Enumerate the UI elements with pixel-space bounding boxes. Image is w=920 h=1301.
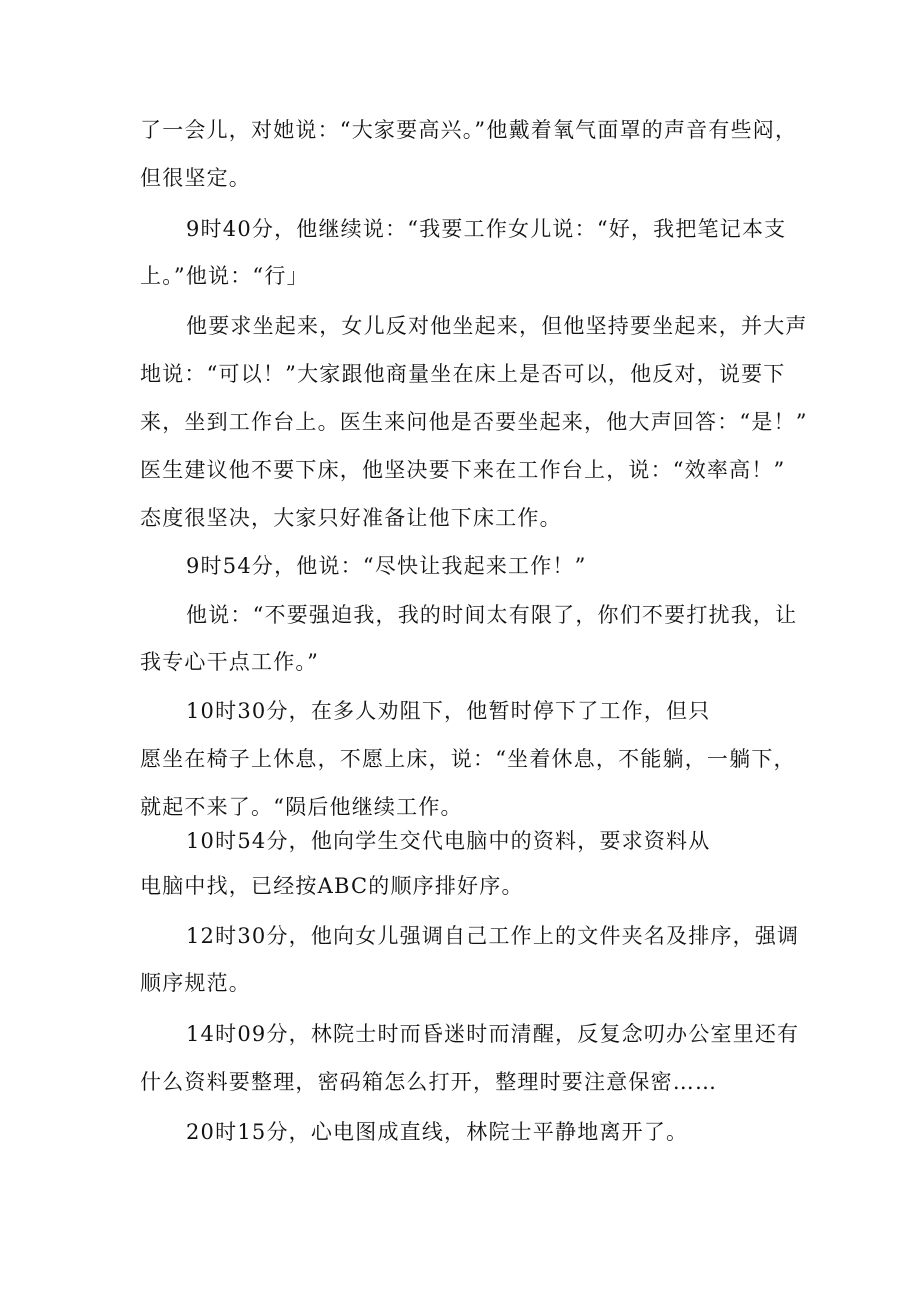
text-line: 顺序规范。 <box>140 971 251 995</box>
text-line: 来，坐到工作台上。医生来问他是否要坐起来，他大声回答：“是！” <box>140 410 808 434</box>
text-line: 但很坚定。 <box>140 166 251 190</box>
text-line: 他说：“不要强迫我，我的时间太有限了，你们不要打扰我，让 <box>186 603 798 627</box>
text-line: 20时15分，心电图成直线，林院士平静地离开了。 <box>186 1120 689 1144</box>
text-line: 地说：“可以！”大家跟他商量坐在床上是否可以，他反对，说要下 <box>140 362 786 386</box>
text-line: 10时30分，在多人劝阻下，他暂时停下了工作，但只 <box>186 699 711 723</box>
text-line: 他要求坐起来，女儿反对他坐起来，但他坚持要坐起来，并大声 <box>186 314 808 338</box>
text-line: 9时54分，他说：“尽快让我起来工作！” <box>186 554 587 578</box>
text-line: 医生建议他不要下床，他坚决要下来在工作台上，说：“效率高！” <box>140 458 786 482</box>
text-line: 12时30分，他向女儿强调自己工作上的文件夹名及排序，强调 <box>186 924 800 948</box>
text-line: 了一会儿，对她说：“大家要高兴。”他戴着氧气面罩的声音有些闷， <box>140 118 798 142</box>
text-line: 愿坐在椅子上休息，不愿上床，说：“坐着休息，不能躺，一躺下， <box>140 747 796 771</box>
text-line: 10时54分，他向学生交代电脑中的资料，要求资料从 <box>186 829 711 853</box>
text-line: 上。”他说：“行」 <box>140 264 309 288</box>
text-line: 我专心干点工作。” <box>140 650 320 674</box>
text-line: 9时40分，他继续说：“我要工作女儿说：“好，我把笔记本支 <box>186 217 787 241</box>
text-line: 就起不来了。“陨后他继续工作。 <box>140 795 463 819</box>
text-line: 电脑中找，已经按ABC的顺序排好序。 <box>140 874 524 898</box>
text-line: 14时09分，林院士时而昏迷时而清醒，反复念叨办公室里还有 <box>186 1022 800 1046</box>
text-line: 态度很坚决，大家只好准备让他下床工作。 <box>140 506 562 530</box>
text-line: 什么资料要整理，密码箱怎么打开，整理时要注意保密…… <box>140 1070 718 1094</box>
